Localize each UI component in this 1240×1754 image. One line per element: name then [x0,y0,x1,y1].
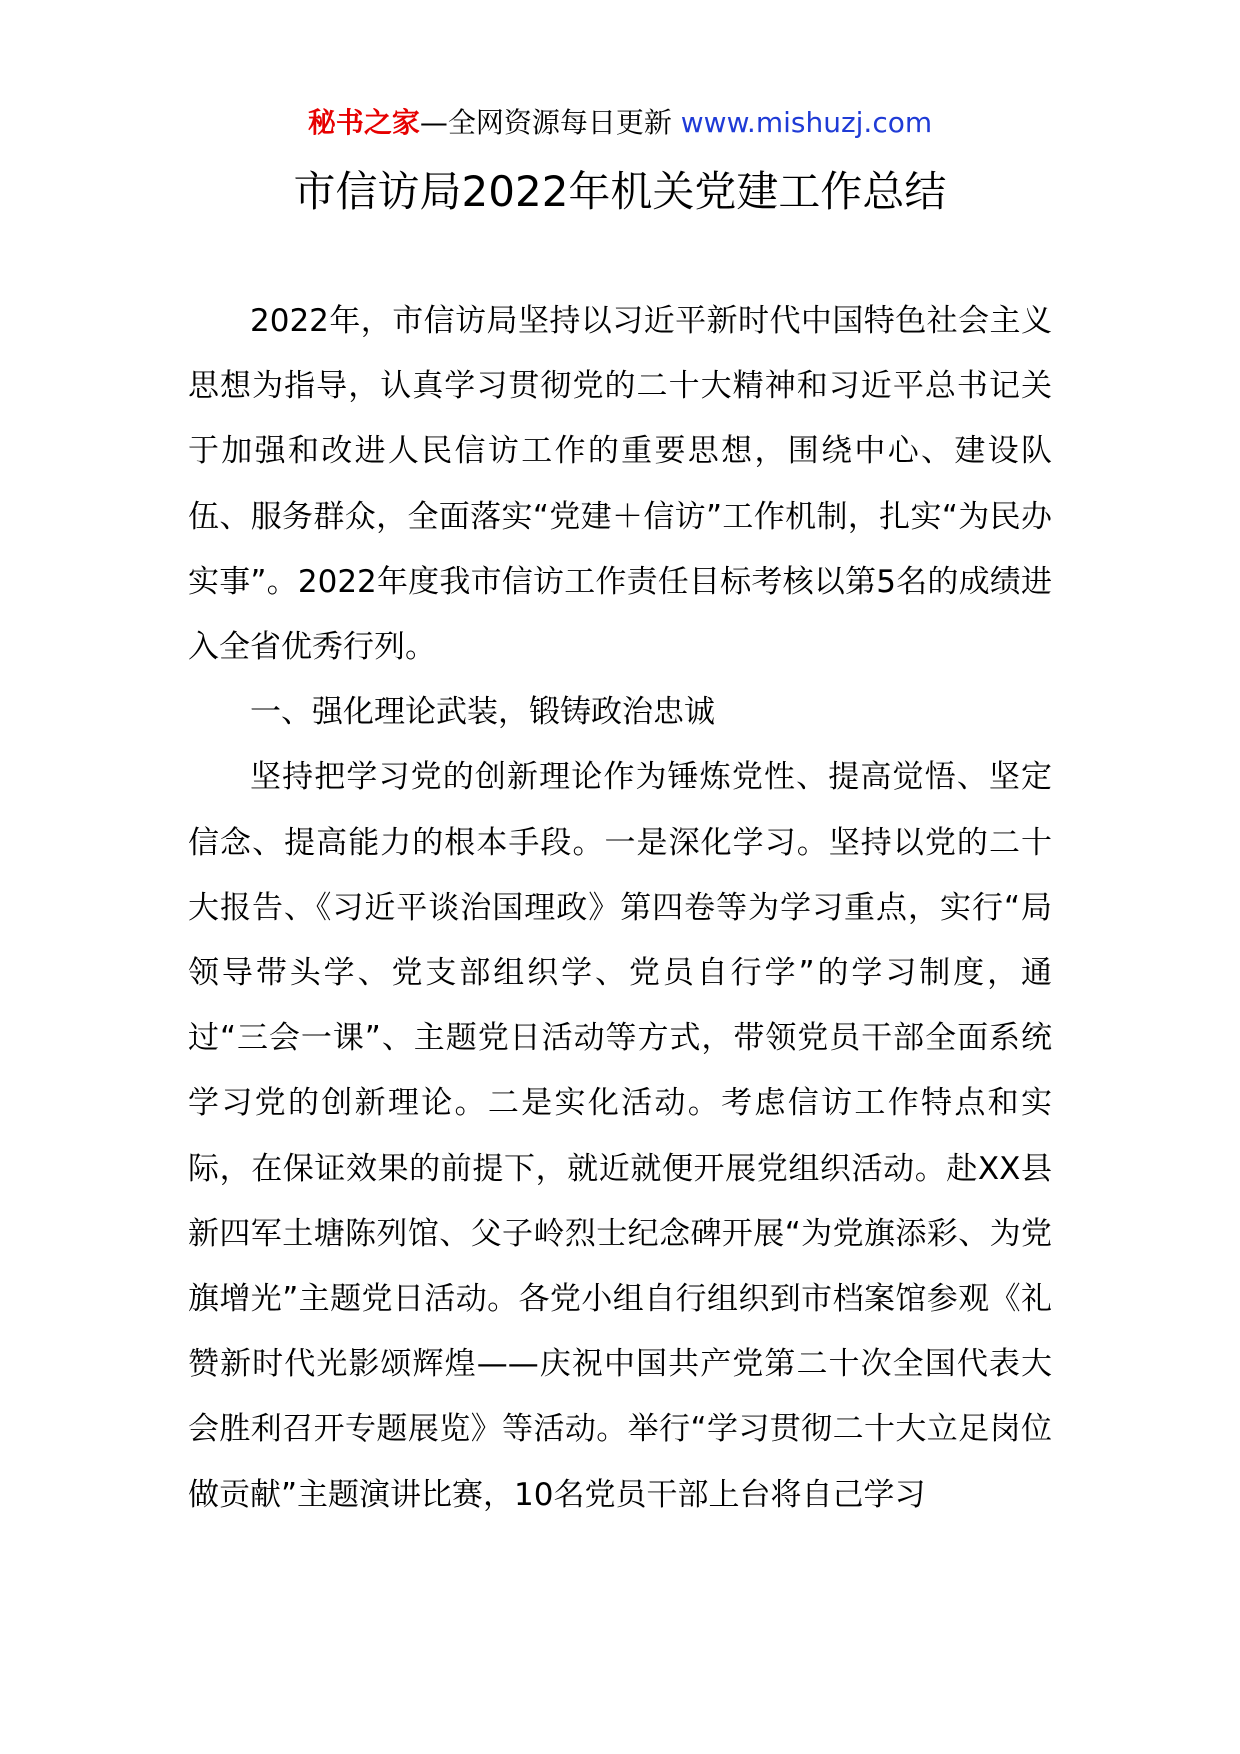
site-header [0,103,1240,143]
document-title: 市信访局2022年机关党建工作总结 [293,167,947,216]
brand-name: 秘书之家 [307,106,420,139]
body-paragraph: 坚持把学习党的创新理论作为锤炼党性、提高觉悟、坚定信念、提高能力的根本手段。一是深化学习。坚持以党的二十大报告、《习近平谈治国理政》第四卷等为学习重点，实行“局领导带头学、党支部组织学、党员自行学”的学习制度，通过“三会一课”、主题党日活动等方式，带领党员干部全面系统学习党的创新理论。二是实化活动。考虑信访工作特点和实际，在保证效果的前提下，就近就便开展党组织活动。赴XX县新四军土塘陈列馆、父子岭烈士纪念碑开展“为党旗添彩、为党旗增光”主题党日活动。各党小组自行组织到市档案馆参观《礼赞新时代光影颂辉煌——庆祝中国共产党第二十次全国代表大会胜利召开专题展览》等活动。举行“学习贯彻二十大立足岗位做贡献”主题演讲比赛，10名党员干部上台将自己学习 [188,759,1052,1513]
document-body [188,289,1052,1528]
section-heading: 一、强化理论武装，锻铸政治忠诚 [250,694,715,731]
site-url: www.mishuzj.com [680,106,933,139]
header-slogan: —全网资源每日更新 [419,106,681,139]
intro-paragraph: 2022年，市信访局坚持以习近平新时代中国特色社会主义思想为指导，认真学习贯彻党的二十大精神和习近平总书记关于加强和改进人民信访工作的重要思想，围绕中心、建设队伍、服务群众，全面落实“党建＋信访”工作机制，扎实“为民办实事”。2022年度我市信访工作责任目标考核以第5名的成绩进入全省优秀行列。 [188,303,1052,666]
